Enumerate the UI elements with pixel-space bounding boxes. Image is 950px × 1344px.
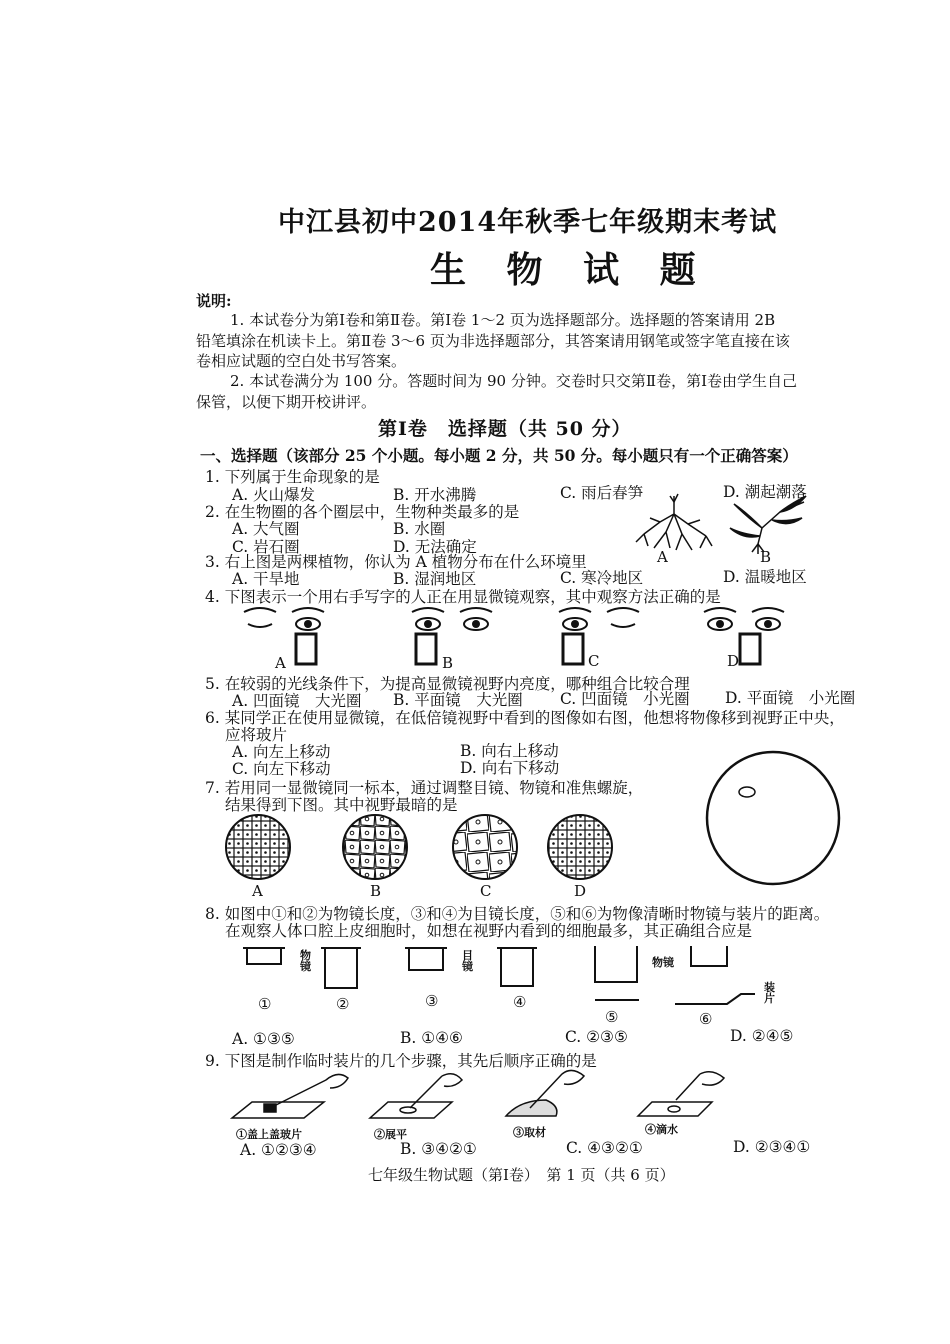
q7-label-d: D [574,882,587,900]
step-2-label: ②展平 [374,1128,407,1141]
q2-option-b: B. 水圈 [393,520,446,538]
distance-6-image [675,946,755,1004]
fig-label-6: ⑥ [699,1010,713,1028]
q2-option-c: C. 岩石圈 [232,538,300,556]
section-instruction: 一、选择题（该部分 25 个小题。每小题 2 分，共 50 分。每小题只有一个正确答案） [200,446,798,465]
q8-option-b: B. ①④⑥ [400,1029,463,1047]
fig-label-3: ③ [425,992,439,1010]
objective-label: 物镜 [300,949,311,973]
q4-label-b: B [442,654,454,672]
q2-option-a: A. 大气圈 [232,520,300,538]
q4-stem: 4. 下图表示一个用右手写字的人正在用显微镜观察，其中观察方法正确的是 [205,588,721,606]
plant-b-image [730,496,806,554]
q1-stem: 1. 下列属于生命现象的是 [205,468,380,486]
q8-stem-1: 8. 如图中①和②为物镜长度，③和④为目镜长度，⑤和⑥为物像清晰时物镜与装片的距离。 [205,905,830,923]
section-title: 第Ⅰ卷 选择题（共 50 分） [378,418,632,440]
q1-option-d: D. 潮起潮落 [723,483,807,501]
objective-2-image [321,948,361,988]
q7-label-c: C [480,882,492,900]
step-1-label: ①盖上盖玻片 [236,1128,302,1141]
step-2-image [370,1074,462,1118]
eyepiece-label: 目镜 [462,949,473,973]
q1-option-c: C. 雨后春笋 [560,484,644,502]
q7-label-b: B [370,882,382,900]
cells-view-b [343,815,407,879]
note-1c: 卷相应试题的空白处书写答案。 [196,352,407,370]
objective-1-image [243,948,285,964]
q8-option-a: A. ①③⑤ [232,1030,295,1048]
q5-option-b: B. 平面镜 大光圈 [393,691,523,709]
q6-option-a: A. 向左上移动 [232,743,331,761]
q8-stem-2: 在观察人体口腔上皮细胞时，如想在视野内看到的细胞最多，其正确组合应是 [225,922,753,940]
q6-option-d: D. 向右下移动 [460,759,560,777]
q8-option-d: D. ②④⑤ [730,1027,794,1045]
fig-label-5: ⑤ [605,1008,619,1026]
q6-stem-2: 应将玻片 [225,726,288,744]
q9-option-a: A. ①②③④ [240,1141,317,1159]
q8-option-c: C. ②③⑤ [565,1028,628,1046]
q5-option-a: A. 凹面镜 大光圈 [232,692,362,710]
q7-stem-2: 结果得到下图。其中视野最暗的是 [225,796,458,814]
q6-option-c: C. 向左下移动 [232,760,331,778]
q1-option-a: A. 火山爆发 [232,486,316,504]
note-1a: 1. 本试卷分为第Ⅰ卷和第Ⅱ卷。第Ⅰ卷 1～2 页为选择题部分。选择题的答案请用 2B [230,311,776,329]
q3-option-b: B. 湿润地区 [393,570,477,588]
q1-option-b: B. 开水沸腾 [393,486,477,504]
notes-label: 说明: [196,292,232,310]
step-1-image [232,1074,348,1118]
q4-label-d: D [727,652,740,670]
step-3-label: ③取材 [513,1126,546,1139]
q2-stem: 2. 在生物圈的各个圈层中，生物种类最多的是 [205,503,520,521]
exam-subtitle: 生 物 试 题 [430,249,710,291]
q4-label-c: C [588,652,600,670]
note-2a: 2. 本试卷满分为 100 分。答题时间为 90 分钟。交卷时只交第Ⅱ卷，第Ⅰ卷由学生自己 [230,372,797,390]
exam-title: 中江县初中2014年秋季七年级期末考试 [278,207,778,238]
q5-stem: 5. 在较弱的光线条件下，为提高显微镜视野内亮度，哪种组合比较合理 [205,675,690,693]
note-1b: 铅笔填涂在机读卡上。第Ⅱ卷 3～6 页为非选择题部分，其答案请用钢笔或签字笔直接在该 [196,332,790,350]
q5-option-c: C. 凹面镜 小光圈 [560,690,690,708]
step-4-image [638,1072,724,1116]
objective-label-right: 物镜 [652,956,674,969]
q4-label-a: A [275,654,286,672]
cells-view-c [453,815,517,879]
page-footer: 七年级生物试题（第Ⅰ卷） 第 1 页（共 6 页） [368,1166,675,1184]
q9-option-c: C. ④③②① [566,1139,643,1157]
fig-label-2: ② [336,995,350,1013]
eyepiece-3-image [405,948,447,970]
distance-5-image [595,946,639,1000]
cells-view-a [226,815,290,879]
plant-a-image [636,494,712,550]
plant-b-label: B [760,548,772,566]
plant-a-label: A [657,548,668,566]
q9-option-d: D. ②③④① [733,1138,811,1156]
q3-option-a: A. 干旱地 [232,570,300,588]
q9-stem: 9. 下图是制作临时装片的几个步骤，其先后顺序正确的是 [205,1052,597,1070]
eyes-figure-d [700,606,790,666]
fig-label-1: ① [258,995,272,1013]
q5-option-d: D. 平面镜 小光圈 [725,689,856,707]
q9-option-b: B. ③④②① [400,1140,477,1158]
fig-label-4: ④ [513,993,527,1011]
cells-figure [225,812,625,887]
q7-label-a: A [252,882,263,900]
step-4-label: ④滴水 [645,1123,678,1136]
slide-steps-figure [230,1066,750,1128]
q3-option-c: C. 寒冷地区 [560,569,644,587]
q2-option-d: D. 无法确定 [393,538,477,556]
q3-stem: 3. 右上图是两棵植物，你认为 A 植物分布在什么环境里 [205,553,587,571]
slide-label: 装片 [764,981,775,1005]
q6-option-b: B. 向右上移动 [460,742,559,760]
q3-option-d: D. 温暖地区 [723,568,807,586]
eyepiece-4-image [497,948,537,986]
q6-stem-1: 6. 某同学正在使用显微镜，在低倍镜视野中看到的图像如右图，他想将物像移到视野正中央， [205,709,845,727]
note-2b: 保管，以便下期开校讲评。 [196,393,377,411]
cells-view-d [548,815,612,879]
field-of-view-figure [705,748,845,888]
q7-stem-1: 7. 若用同一显微镜同一标本，通过调整目镜、物镜和准焦螺旋， [205,779,644,797]
step-3-image [506,1070,584,1116]
eyes-figure-c [555,606,645,666]
